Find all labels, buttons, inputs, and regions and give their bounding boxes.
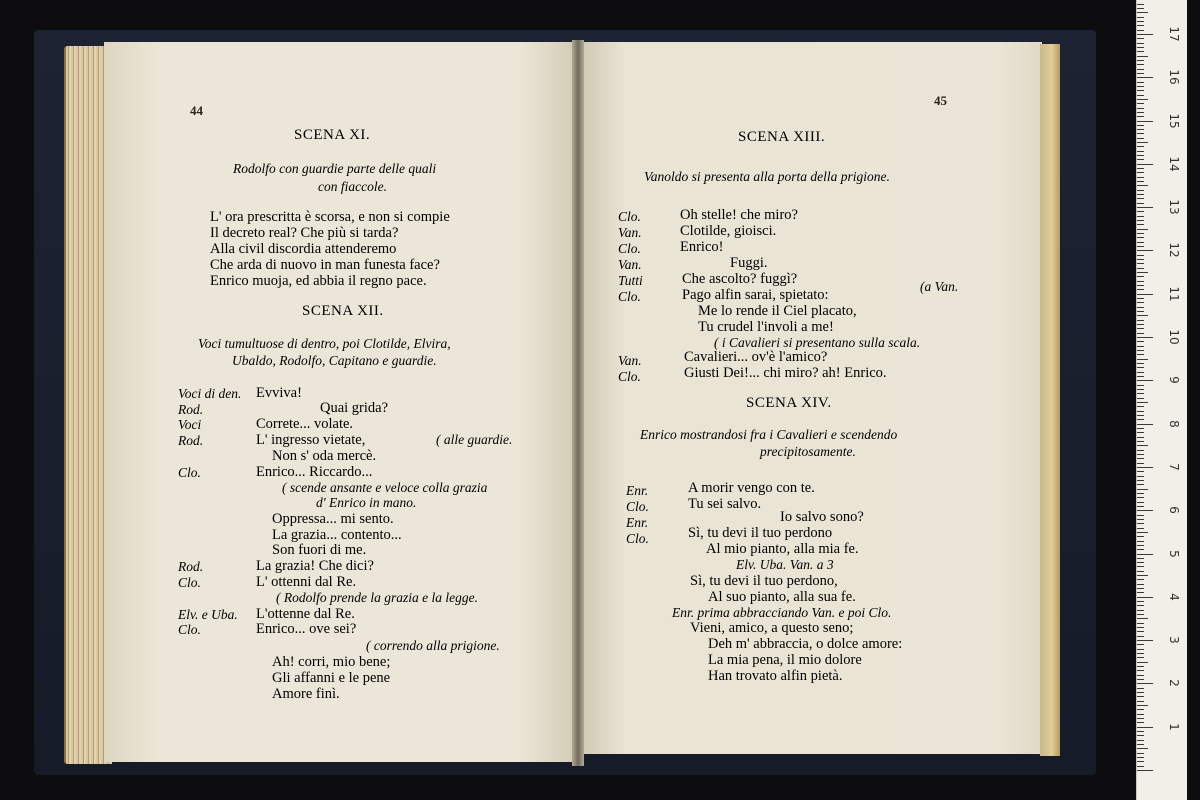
verse-line: Che arda di nuovo in man funesta face? — [210, 257, 440, 273]
ruler-number: 11 — [1167, 286, 1181, 302]
ruler-tick — [1137, 108, 1144, 109]
ruler-tick — [1137, 489, 1148, 490]
ruler-tick — [1137, 688, 1144, 689]
dialogue-line: Son fuori di me. — [272, 542, 367, 558]
ruler-tick — [1137, 103, 1144, 104]
speaker-label: Rod. — [178, 433, 204, 448]
ruler-tick — [1137, 129, 1144, 130]
ruler-tick — [1137, 497, 1144, 498]
stage-note: (a Van. — [920, 279, 959, 294]
ruler-tick — [1137, 77, 1153, 78]
ruler-number — [1167, 0, 1181, 2]
ruler-tick — [1137, 21, 1144, 22]
ruler-tick — [1137, 653, 1144, 654]
verse-line: Alla civil discordia attenderemo — [210, 241, 397, 257]
ruler-tick — [1137, 515, 1144, 516]
ruler-tick — [1137, 731, 1144, 732]
ruler-tick — [1137, 709, 1144, 710]
stage-note: ( alle guardie. — [436, 432, 513, 447]
ruler-tick — [1137, 125, 1144, 126]
ruler-tick — [1137, 644, 1144, 645]
ruler-tick — [1137, 692, 1144, 693]
speaker-label: Tutti — [618, 273, 643, 288]
ruler-tick — [1137, 198, 1144, 199]
dialogue-line: Oppressa... mi sento. — [272, 511, 394, 527]
ruler-tick — [1137, 207, 1153, 208]
dialogue-line: Che ascolto? fuggì? — [682, 271, 798, 287]
ruler-tick — [1137, 493, 1144, 494]
ruler-tick — [1137, 285, 1144, 286]
dialogue-line: Enrico... ove sei? — [256, 621, 357, 637]
dialogue-line: La grazia! Che dici? — [256, 558, 374, 574]
ruler-tick — [1137, 363, 1144, 364]
dialogue-line: Giusti Dei!... chi miro? ah! Enrico. — [684, 365, 887, 381]
speaker-label: Elv. e Uba. — [178, 607, 238, 622]
dialogue-line: Pago alfin sarai, spietato: — [682, 287, 829, 303]
ruler-tick — [1137, 610, 1144, 611]
ruler-tick — [1137, 203, 1144, 204]
ruler-tick — [1137, 753, 1144, 754]
ruler-tick — [1137, 666, 1144, 667]
dialogue-line: L' ottenni dal Re. — [256, 574, 357, 590]
ruler-tick — [1137, 510, 1153, 511]
scene-heading-12: SCENA XII. — [302, 303, 384, 319]
ruler-tick — [1137, 618, 1148, 619]
dialogue-line: Ah! corri, mio bene; — [272, 654, 391, 670]
stage-direction: con fiaccole. — [318, 179, 387, 194]
ruler-tick — [1137, 82, 1144, 83]
ruler-tick — [1137, 237, 1144, 238]
ruler-tick — [1137, 467, 1153, 468]
dialogue-line: Fuggi. — [730, 255, 768, 271]
ruler-tick — [1137, 311, 1144, 312]
verse-line: L' ora prescritta è scorsa, e non si compie — [210, 209, 450, 225]
ruler-tick — [1137, 95, 1144, 96]
verse-line: Il decreto real? Che più si tarda? — [210, 225, 399, 241]
ruler-number: 8 — [1167, 419, 1181, 428]
dialogue-line: Amore finì. — [272, 686, 340, 702]
dialogue-line: Enrico! — [680, 239, 724, 255]
ruler-tick — [1137, 627, 1144, 628]
ruler-tick — [1137, 549, 1144, 550]
ruler-tick — [1137, 259, 1144, 260]
stage-note: ( correndo alla prigione. — [366, 638, 500, 653]
scene-heading-14: SCENA XIV. — [746, 395, 832, 411]
ruler-tick — [1137, 302, 1144, 303]
ruler-tick — [1137, 662, 1148, 663]
ruler-tick — [1137, 675, 1144, 676]
ruler-tick — [1137, 579, 1144, 580]
ruler-tick — [1137, 60, 1144, 61]
ruler-tick — [1137, 142, 1148, 143]
page-number-left: 44 — [190, 103, 203, 118]
ruler-tick — [1137, 294, 1153, 295]
ruler-tick — [1137, 480, 1144, 481]
ruler-tick — [1137, 597, 1153, 598]
ruler-tick — [1137, 376, 1144, 377]
ruler-tick — [1137, 605, 1144, 606]
ruler-tick — [1137, 740, 1144, 741]
dialogue-line: L' ingresso vietate, — [256, 432, 366, 448]
ruler-tick — [1137, 389, 1144, 390]
stage-direction: Voci tumultuose di dentro, poi Clotilde, Elvira, — [198, 336, 451, 351]
ruler-tick — [1137, 211, 1144, 212]
ruler-tick — [1137, 4, 1144, 5]
ruler-tick — [1137, 346, 1144, 347]
ruler-tick — [1137, 38, 1144, 39]
ruler-tick — [1137, 69, 1144, 70]
ruler-number: 6 — [1167, 506, 1181, 514]
dialogue-line: Sì, tu devi il tuo perdono, — [690, 573, 838, 589]
speaker-label: Rod. — [178, 402, 204, 417]
ruler-tick — [1137, 714, 1144, 715]
ruler-tick — [1137, 155, 1144, 156]
stage-direction: Rodolfo con guardie parte delle quali — [233, 161, 437, 176]
ruler-tick — [1137, 614, 1144, 615]
ruler-tick — [1137, 727, 1153, 728]
speaker-label: Rod. — [178, 559, 204, 574]
ruler-tick — [1137, 748, 1148, 749]
speaker-label: Clo. — [626, 531, 649, 546]
ruler-tick — [1137, 528, 1144, 529]
ruler-tick — [1137, 584, 1144, 585]
ruler-tick — [1137, 250, 1153, 251]
ruler-tick — [1137, 454, 1144, 455]
ruler-tick — [1137, 398, 1144, 399]
ruler-number: 15 — [1167, 112, 1181, 129]
ruler-tick — [1137, 432, 1144, 433]
dialogue-line: Deh m' abbraccia, o dolce amore: — [708, 636, 903, 652]
ruler-number: 9 — [1167, 376, 1181, 385]
ruler-number: 3 — [1167, 636, 1181, 644]
ruler-tick — [1137, 402, 1148, 403]
ruler-tick — [1137, 289, 1144, 290]
speaker-label: Clo. — [618, 241, 641, 256]
ruler-tick — [1137, 657, 1144, 658]
ruler-tick — [1137, 766, 1144, 767]
ruler-tick — [1137, 25, 1144, 26]
ruler-tick — [1137, 298, 1144, 299]
ruler-tick — [1137, 575, 1148, 576]
ruler-tick — [1137, 133, 1144, 134]
ruler-tick — [1137, 307, 1144, 308]
dialogue-line: Han trovato alfin pietà. — [708, 668, 843, 684]
ruler-number: 5 — [1167, 549, 1181, 558]
ruler-tick — [1137, 592, 1144, 593]
ruler-tick — [1137, 168, 1144, 169]
ruler-tick — [1137, 276, 1144, 277]
ruler-tick — [1137, 380, 1153, 381]
right-page-edge — [1040, 44, 1060, 756]
ruler-tick — [1137, 164, 1153, 165]
ruler-number: 2 — [1167, 679, 1181, 688]
speaker-label: Clo. — [618, 369, 641, 384]
ruler-tick — [1137, 359, 1148, 360]
stage-direction: Vanoldo si presenta alla porta della prigione. — [644, 169, 890, 184]
ruler-tick — [1137, 735, 1144, 736]
ruler-tick — [1137, 458, 1144, 459]
dialogue-line: Non s' oda mercè. — [272, 448, 377, 464]
ruler-tick — [1137, 151, 1144, 152]
ruler-tick — [1137, 463, 1144, 464]
ruler-tick — [1137, 722, 1144, 723]
ruler-tick — [1137, 112, 1144, 113]
speaker-label: Van. — [618, 225, 642, 240]
dialogue-line: La grazia... contento... — [272, 527, 402, 543]
ruler-tick — [1137, 445, 1148, 446]
speaker-label: Clo. — [178, 622, 201, 637]
dialogue-line: Oh stelle! che miro? — [680, 207, 798, 223]
ruler-tick — [1137, 562, 1144, 563]
speaker-label: Van. — [618, 353, 642, 368]
ruler-tick — [1137, 121, 1153, 122]
ruler-tick — [1137, 90, 1144, 91]
ruler-tick — [1137, 116, 1144, 117]
ruler-tick — [1137, 47, 1144, 48]
ruler-tick — [1137, 320, 1144, 321]
book-gutter — [572, 40, 584, 766]
ruler-tick — [1137, 415, 1144, 416]
ruler-tick — [1137, 506, 1144, 507]
speaker-label: Enr. — [626, 483, 649, 498]
verse-line: Enrico muoja, ed abbia il regno pace. — [210, 273, 427, 289]
ruler-number: 10 — [1167, 329, 1181, 345]
ruler-tick — [1137, 441, 1144, 442]
ruler-number: 17 — [1167, 26, 1181, 42]
ruler-tick — [1137, 536, 1144, 537]
measuring-ruler — [1136, 0, 1187, 800]
ruler-tick — [1137, 333, 1144, 334]
ruler-tick — [1137, 701, 1144, 702]
ruler-tick — [1137, 545, 1144, 546]
dialogue-line: Sì, tu devi il tuo perdono — [688, 525, 833, 541]
ruler-number: 16 — [1167, 69, 1181, 85]
ruler-tick — [1137, 350, 1144, 351]
speaker-label: Clo. — [618, 289, 641, 304]
ruler-number: 14 — [1167, 156, 1181, 172]
dialogue-line: Me lo rende il Ciel placato, — [698, 303, 857, 319]
ruler-tick — [1137, 631, 1144, 632]
ruler-tick — [1137, 272, 1148, 273]
ruler-tick — [1137, 636, 1144, 637]
ruler-tick — [1137, 246, 1144, 247]
speaker-label: Voci — [178, 417, 202, 432]
ruler-tick — [1137, 523, 1144, 524]
ruler-tick — [1137, 367, 1144, 368]
speaker-label: Enr. — [626, 515, 649, 530]
speaker-label: Clo. — [178, 465, 201, 480]
ruler-tick — [1137, 64, 1144, 65]
ruler-tick — [1137, 601, 1144, 602]
speaker-label: Clo. — [178, 575, 201, 590]
ruler-tick — [1137, 190, 1144, 191]
stage-note: d' Enrico in mano. — [316, 495, 417, 510]
ruler-tick — [1137, 43, 1144, 44]
ruler-tick — [1137, 718, 1144, 719]
ruler-tick — [1137, 181, 1144, 182]
dialogue-line: A morir vengo con te. — [688, 480, 815, 496]
ruler-tick — [1137, 744, 1144, 745]
stage-note: ( i Cavalieri si presentano sulla scala. — [714, 335, 921, 350]
dialogue-line: La mia pena, il mio dolore — [708, 652, 862, 668]
ruler-tick — [1137, 670, 1144, 671]
dialogue-line: Tu crudel l'involi a me! — [698, 319, 834, 335]
ruler-tick — [1137, 324, 1144, 325]
ruler-tick — [1137, 185, 1148, 186]
ruler-tick — [1137, 341, 1144, 342]
scene-heading-13: SCENA XIII. — [738, 129, 826, 145]
dialogue-line: Al suo pianto, alla sua fe. — [708, 589, 856, 605]
dialogue-line: Clotilde, gioisci. — [680, 223, 777, 239]
ruler-tick — [1137, 541, 1144, 542]
ruler-tick — [1137, 679, 1144, 680]
ruler-tick — [1137, 328, 1144, 329]
ruler-tick — [1137, 623, 1144, 624]
ruler-tick — [1137, 99, 1148, 100]
ruler-tick — [1137, 484, 1144, 485]
ruler-tick — [1137, 424, 1153, 425]
stage-note: Enr. prima abbracciando Van. e poi Clo. — [672, 605, 892, 620]
ruler-tick — [1137, 571, 1144, 572]
ruler-tick — [1137, 354, 1144, 355]
ruler-tick — [1137, 12, 1148, 13]
ruler-tick — [1137, 73, 1144, 74]
stage-direction: Ubaldo, Rodolfo, Capitano e guardie. — [232, 353, 437, 368]
ruler-tick — [1137, 159, 1144, 160]
dialogue-line: Gli affanni e le pene — [272, 670, 391, 686]
ruler-tick — [1137, 177, 1144, 178]
ruler-tick — [1137, 372, 1144, 373]
speaker-label: Van. — [618, 257, 642, 272]
ruler-tick — [1137, 268, 1144, 269]
ruler-tick — [1137, 220, 1144, 221]
ruler-tick — [1137, 138, 1144, 139]
dialogue-line: Cavalieri... ov'è l'amico? — [684, 349, 828, 365]
ruler-tick — [1137, 502, 1144, 503]
ruler-tick — [1137, 588, 1144, 589]
scene-heading-11: SCENA XI. — [294, 127, 371, 143]
dialogue-line: Quai grida? — [320, 400, 389, 416]
dialogue-line: Tu sei salvo. — [688, 496, 762, 512]
stage-note: ( scende ansante e veloce colla grazia — [282, 480, 488, 495]
ruler-tick — [1137, 216, 1144, 217]
ruler-tick — [1137, 224, 1144, 225]
ruler-tick — [1137, 450, 1144, 451]
ruler-tick — [1137, 411, 1144, 412]
ruler-number: 4 — [1167, 592, 1181, 601]
ruler-tick — [1137, 393, 1144, 394]
stage-direction: precipitosamente. — [760, 444, 856, 459]
ruler-tick — [1137, 558, 1144, 559]
dialogue-line: L'ottenne dal Re. — [256, 606, 355, 622]
dialogue-line: Vieni, amico, a questo seno; — [690, 620, 854, 636]
ruler-tick — [1137, 172, 1144, 173]
ruler-tick — [1137, 406, 1144, 407]
speaker-label: Clo. — [618, 209, 641, 224]
ruler-tick — [1137, 683, 1153, 684]
ruler-tick — [1137, 649, 1144, 650]
ruler-tick — [1137, 428, 1144, 429]
ruler-tick — [1137, 476, 1144, 477]
stage-note: Elv. Uba. Van. a 3 — [736, 557, 834, 572]
ruler-tick — [1137, 17, 1144, 18]
ruler-number: 1 — [1167, 722, 1181, 731]
ruler-tick — [1137, 30, 1144, 31]
ruler-tick — [1137, 229, 1148, 230]
ruler-tick — [1137, 770, 1153, 771]
ruler-tick — [1137, 385, 1144, 386]
ruler-tick — [1137, 705, 1148, 706]
ruler-tick — [1137, 757, 1144, 758]
dialogue-line: Enrico... Riccardo... — [256, 464, 373, 480]
page-number-right: 45 — [934, 93, 947, 108]
ruler-tick — [1137, 419, 1144, 420]
ruler-tick — [1137, 194, 1144, 195]
ruler-tick — [1137, 315, 1148, 316]
ruler-tick — [1137, 761, 1144, 762]
ruler-tick — [1137, 86, 1144, 87]
ruler-tick — [1137, 337, 1153, 338]
ruler-tick — [1137, 640, 1153, 641]
dialogue-line: Evviva! — [256, 385, 302, 401]
ruler-number: 7 — [1167, 463, 1181, 471]
ruler-tick — [1137, 34, 1153, 35]
dialogue-line: Al mio pianto, alla mia fe. — [706, 541, 859, 557]
ruler-tick — [1137, 281, 1144, 282]
ruler-tick — [1137, 51, 1144, 52]
stage-note: ( Rodolfo prende la grazia e la legge. — [276, 590, 478, 605]
ruler-tick — [1137, 554, 1153, 555]
ruler-tick — [1137, 255, 1144, 256]
dialogue-line: Io salvo sono? — [780, 509, 864, 525]
dialogue-line: Correte... volate. — [256, 416, 354, 432]
ruler-tick — [1137, 8, 1144, 9]
ruler-tick — [1137, 146, 1144, 147]
stage-direction: Enrico mostrandosi fra i Cavalieri e scendendo — [640, 427, 898, 442]
speaker-label: Clo. — [626, 499, 649, 514]
ruler-tick — [1137, 242, 1144, 243]
ruler-tick — [1137, 56, 1148, 57]
ruler-number: 13 — [1167, 199, 1181, 215]
ruler-tick — [1137, 233, 1144, 234]
ruler-tick — [1137, 263, 1144, 264]
ruler-tick — [1137, 471, 1144, 472]
ruler-tick — [1137, 696, 1144, 697]
speaker-label: Voci di den. — [178, 386, 242, 401]
ruler-tick — [1137, 519, 1144, 520]
ruler-number: 12 — [1167, 242, 1181, 259]
ruler-tick — [1137, 532, 1148, 533]
ruler-tick — [1137, 437, 1144, 438]
ruler-tick — [1137, 566, 1144, 567]
